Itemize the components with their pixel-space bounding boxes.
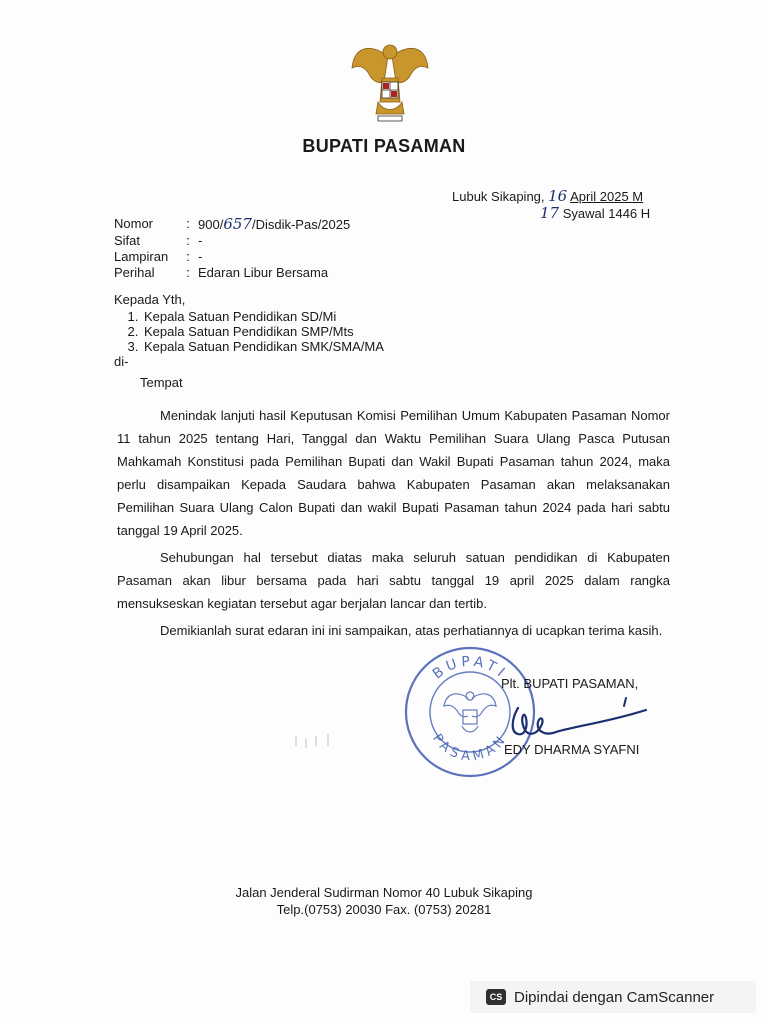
list-item: 1. Kepala Satuan Pendidikan SD/Mi [142,309,384,324]
svg-text:BUPATI [430,654,511,683]
handwritten-signature [498,688,658,748]
footer-phone: Telp.(0753) 20030 Fax. (0753) 20281 [276,902,492,917]
garuda-emblem-icon [348,38,432,124]
letter-meta [114,216,350,281]
handwritten-day: 16 [548,187,568,205]
list-item: 3. Kepala Satuan Pendidikan SMK/SMA/MA [142,339,384,354]
body-paragraph: Demikianlah surat edaran ini ini sampaikan, atas perhatiannya di ucapkan terima kasih. [160,623,663,638]
addressee-block [114,292,384,390]
signatory-name: EDY DHARMA SYAFNI [504,742,640,757]
meta-row-sifat: Sifat : - [114,233,203,248]
hijri-month-year: Syawal 1446 H [562,206,651,221]
nomor-value: 900/657/Disdik-Pas/2025 [198,215,351,233]
page-title: BUPATI PASAMAN [302,136,466,156]
scan-smudge-mark [292,730,342,750]
addressee-tempat: Tempat [140,375,183,390]
letter-footer [0,884,768,918]
camscanner-logo-icon: CS [486,989,506,1005]
signatory-title: Plt. BUPATI PASAMAN, [501,676,639,691]
handwritten-hijri-day: 17 [540,204,560,222]
hijri-date [452,205,650,222]
place-date [452,188,650,222]
addressee-di: di- [114,354,129,369]
stamp-top-text: BUPATI [429,653,511,683]
city-label: Lubuk Sikaping, [452,189,545,204]
meta-row-nomor: Nomor : 900/657/Disdik-Pas/2025 [114,215,351,233]
addressee-list [114,309,384,354]
addressee-heading: Kepada Yth, [114,292,186,307]
letter-body [117,404,670,642]
stamp-bottom-text: PASAMAN [429,731,511,765]
camscanner-label: Dipindai dengan CamScanner [514,988,715,1006]
month-year-m: April 2025 M [570,189,644,204]
body-paragraph: Menindak lanjuti hasil Keputusan Komisi Pemilihan Umum Kabupaten Pasaman Nomor 11 tahun 2025 tentang Hari, Tanggal dan Waktu Pemilihan Suara Ulang Pasca Putusan Mahkamah Konstitusi pada Pemilihan Bupati dan Wakil Bupati Pasaman tahun 2024, maka perlu disampaikan Kepada Saudara bahwa Kabupaten Pasaman akan melaksanakan Pemilihan Suara Ulang Calon Bupati dan wakil Bupati Pasaman tahun 2024 pada hari sabtu tanggal 19 April 2025. [117,408,670,538]
footer-address: Jalan Jenderal Sudirman Nomor 40 Lubuk Sikaping [235,885,533,900]
body-paragraph: Sehubungan hal tersebut diatas maka seluruh satuan pendidikan di Kabupaten Pasaman akan libur bersama pada hari sabtu tanggal 19 april 2025 dalam rangka mensukseskan kegiatan tersebut agar berjalan lancar dan tertib. [117,550,670,611]
camscanner-badge [470,981,756,1013]
meta-row-lampiran: Lampiran : - [114,249,203,264]
list-item: 2. Kepala Satuan Pendidikan SMP/Mts [142,324,384,339]
meta-row-perihal: Perihal : Edaran Libur Bersama [114,265,329,280]
